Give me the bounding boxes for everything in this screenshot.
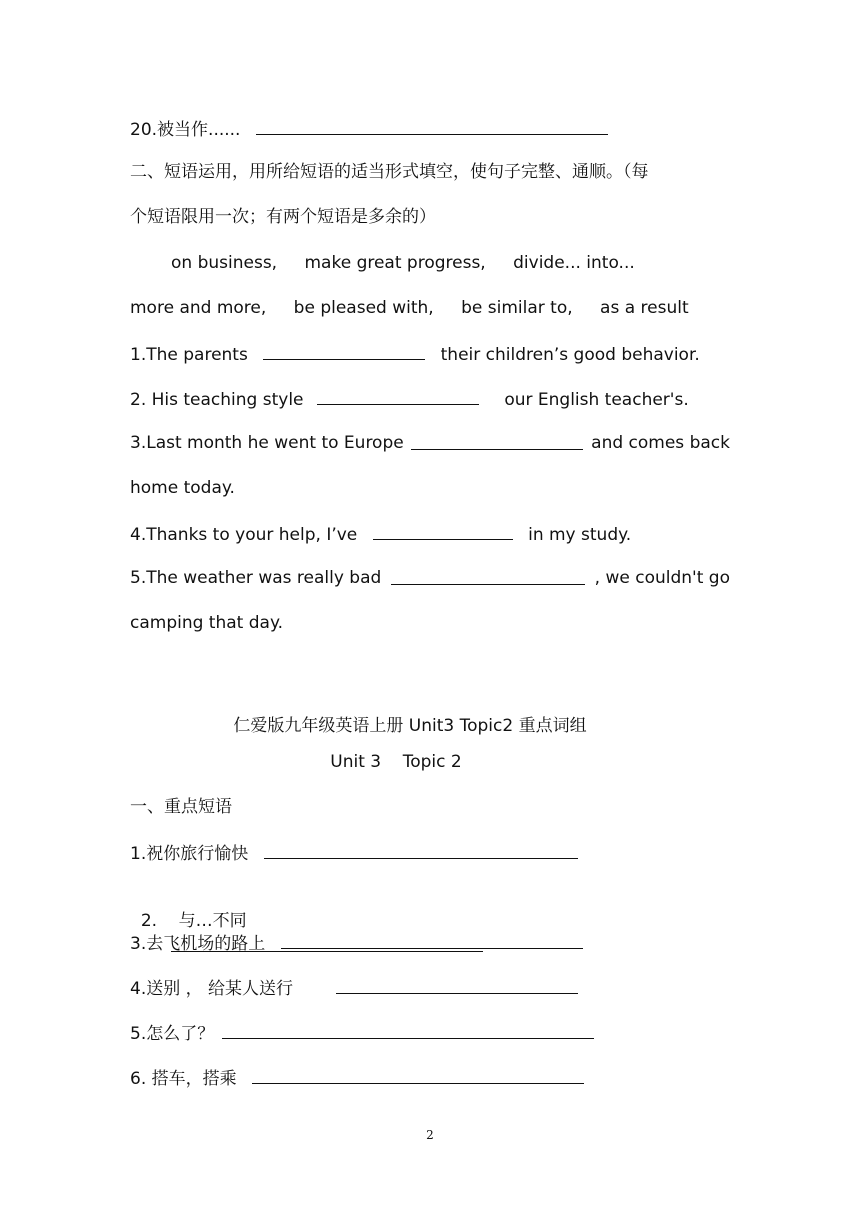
item-label: 1.祝你旅行愉快	[130, 844, 249, 864]
answer-blank[interactable]	[263, 341, 425, 360]
answer-blank[interactable]	[252, 1065, 584, 1084]
key-phrase-item	[130, 975, 578, 1001]
key-phrase-item	[130, 930, 583, 956]
section-title: 仁爱版九年级英语上册 Unit3 Topic2 重点词组	[233, 716, 587, 736]
question-text: their children’s good behavior.	[440, 345, 700, 365]
item-label: 3.去飞机场的路上	[130, 934, 266, 954]
question-text: , we couldn't go	[594, 568, 730, 588]
question-text: our English teacher's.	[504, 390, 689, 410]
item-20	[130, 116, 608, 142]
question-text: 5.The weather was really bad	[130, 568, 382, 588]
question-text: 4.Thanks to your help, I’ve	[130, 525, 358, 545]
question-text: 2. His teaching style	[130, 390, 304, 410]
item-label: 6. 搭车，搭乘	[130, 1069, 237, 1089]
question-5	[130, 566, 730, 590]
question-1	[130, 341, 700, 367]
phrase: on business,	[171, 253, 278, 273]
page-number: 2	[426, 1128, 434, 1142]
phrase: divide... into...	[513, 253, 635, 273]
item-label: 2. 与…不同	[140, 911, 247, 931]
answer-blank[interactable]	[336, 975, 578, 994]
key-phrase-item	[130, 1065, 584, 1091]
answer-blank[interactable]	[373, 521, 513, 540]
item-label: 5.怎么了？	[130, 1024, 215, 1044]
key-phrase-item	[130, 840, 578, 866]
question-2	[130, 386, 689, 412]
answer-blank[interactable]	[391, 566, 585, 585]
item-label: 4.送别 ， 给某人送行	[130, 979, 294, 999]
answer-blank[interactable]	[222, 1020, 594, 1039]
part2-heading-line1: 二、短语运用，用所给短语的适当形式填空，使句子完整、通顺。（每	[130, 162, 649, 182]
phrase-bank-row1	[171, 251, 635, 275]
answer-blank[interactable]	[281, 930, 583, 949]
question-4	[130, 521, 631, 547]
phrase: be similar to,	[461, 298, 573, 318]
answer-blank[interactable]	[264, 840, 578, 859]
question-text: 1.The parents	[130, 345, 248, 365]
answer-blank[interactable]	[317, 386, 479, 405]
question-text: 3.Last month he went to Europe	[130, 433, 404, 453]
question-text: and comes back	[591, 433, 730, 453]
item-label: 20.被当作......	[130, 120, 241, 140]
question-3-continued: home today.	[130, 478, 235, 498]
answer-blank[interactable]	[411, 431, 583, 450]
question-5-continued: camping that day.	[130, 613, 283, 633]
phrase: be pleased with,	[293, 298, 434, 318]
phrase: more and more,	[130, 298, 267, 318]
question-3	[130, 431, 730, 455]
phrase: as a result	[600, 298, 689, 318]
section-subtitle: Unit 3 Topic 2	[330, 752, 462, 772]
question-text: in my study.	[528, 525, 632, 545]
part2-heading-line2: 个短语限用一次；有两个短语是多余的）	[130, 207, 436, 227]
answer-blank[interactable]	[256, 116, 608, 135]
phrase: make great progress,	[304, 253, 486, 273]
key-phrases-heading: 一、重点短语	[130, 797, 232, 817]
key-phrase-item	[130, 1020, 594, 1046]
phrase-bank-row2	[130, 296, 689, 320]
